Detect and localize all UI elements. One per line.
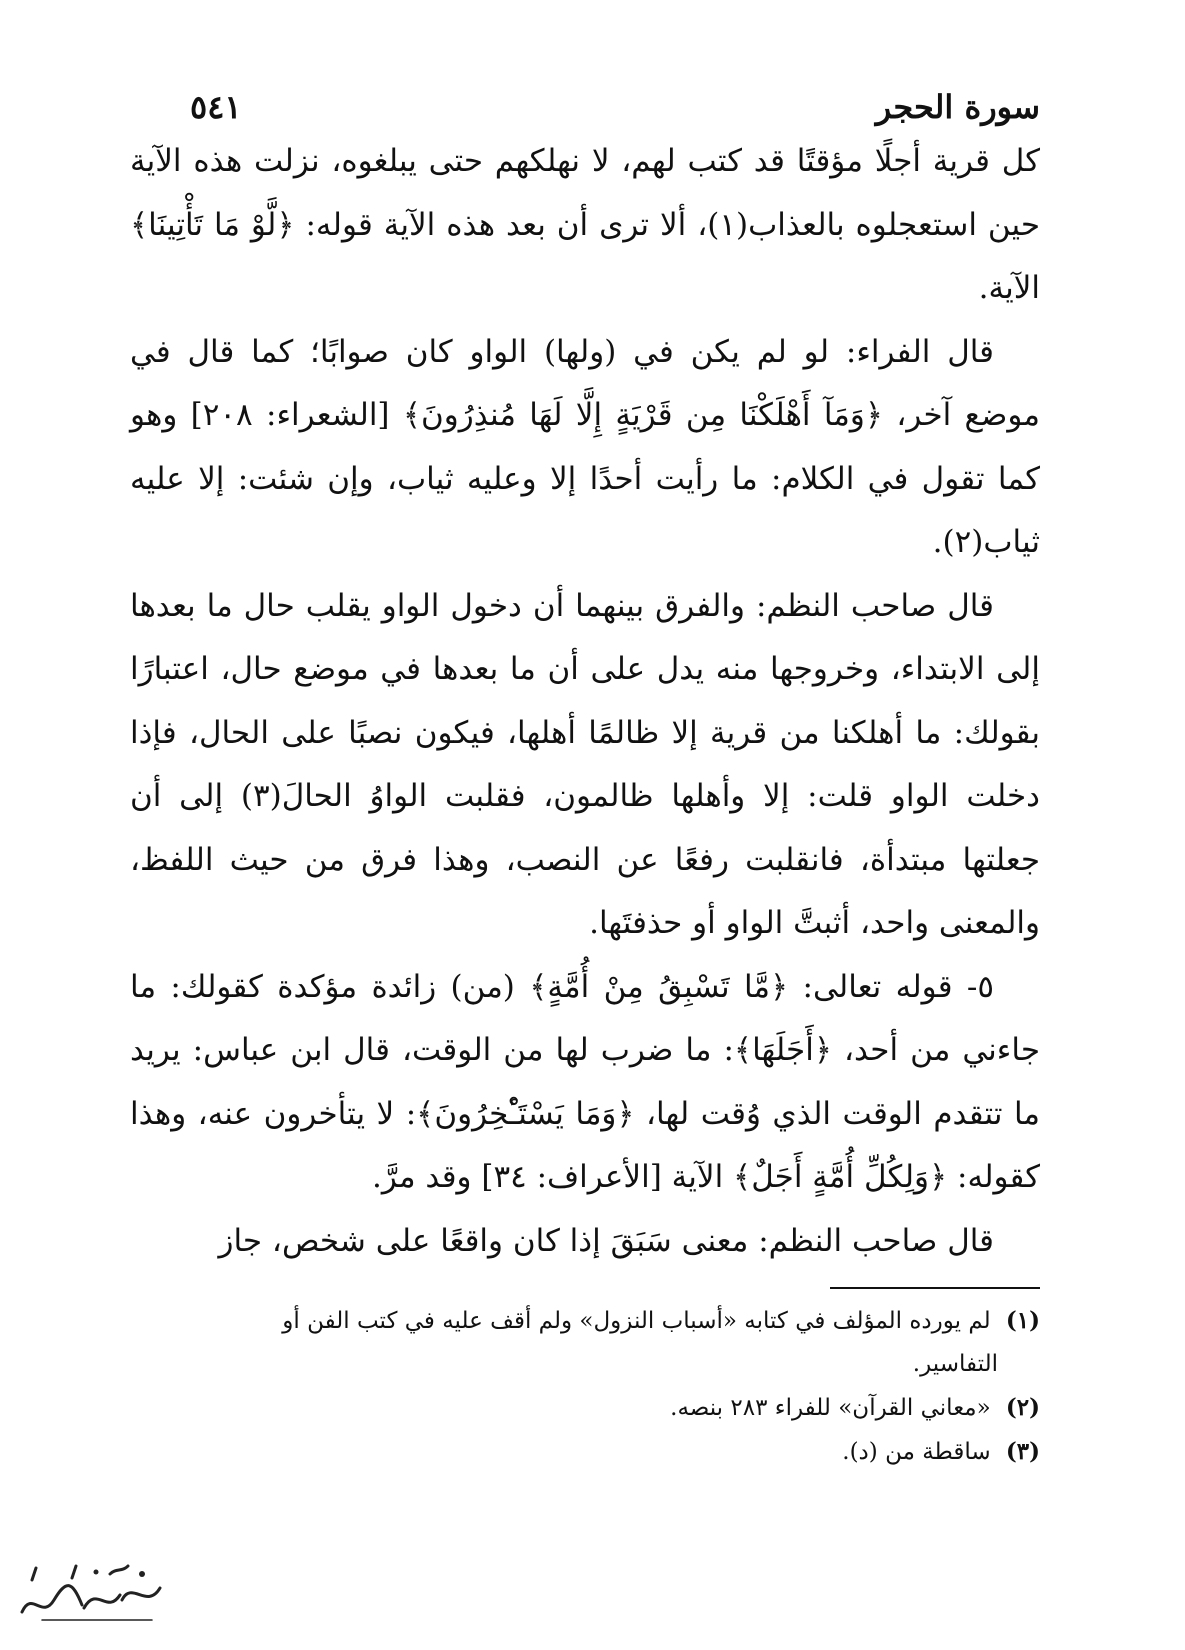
footnote-text: ساقطة من (د). bbox=[842, 1439, 991, 1465]
footnote-separator bbox=[830, 1287, 1040, 1289]
paragraph-3: قال صاحب النظم: والفرق بينهما أن دخول الواو يقلب حال ما بعدها إلى الابتداء، وخروجها منه يدل على أن ما بعدها في موضع حال، اعتبارًا بقولك: ما أهلكنا من قرية إلا ظالمًا أهلها، فيكون نصبًا على الحال، فإذا دخلت الواو قلت: إلا وأهلها ظالمون، فقلبت الواوُ الحالَ(٣) إلى أن جعلتها مبتدأة، فانقلبت رفعًا عن النصب، وهذا فرق من حيث اللفظ، والمعنى واحد، أثبتَّ الواو أو حذفتَها. bbox=[130, 587, 1040, 941]
paragraph-5: قال صاحب النظم: معنى سَبَقَ إذا كان واقعًا على شخص، جاز bbox=[218, 1222, 994, 1259]
footnote-1-continuation: التفاسير. bbox=[912, 1351, 998, 1377]
running-title: سورة الحجر bbox=[875, 88, 1040, 126]
footnote-number: (١) bbox=[1005, 1307, 1040, 1334]
paragraph-1: كل قرية أجلًا مؤقتًا قد كتب لهم، لا نهلكهم حتى يبلغوه، نزلت هذه الآية حين استعجلوه بالعذاب(١)، ألا ترى أن بعد هذه الآية قوله: ﴿لَّوْ مَا تَأْتِينَا﴾ الآية. bbox=[130, 143, 1040, 306]
paragraph-4: ٥- قوله تعالى: ﴿مَّا تَسْبِقُ مِنْ أُمَّةٍ﴾ (من) زائدة مؤكدة كقولك: ما جاءني من أحد، ﴿أَجَلَهَا﴾: ما ضرب لها من الوقت، قال ابن عباس: يريد ما تتقدم الوقت الذي وُقت لها، ﴿وَمَا يَسْتَـْٔخِرُونَ﴾: لا يتأخرون عنه، وهذا كقوله: ﴿وَلِكُلِّ أُمَّةٍ أَجَلٌ﴾ الآية [الأعراف: ٣٤] وقد مرَّ. bbox=[130, 968, 1040, 1195]
footnote-number: (٣) bbox=[1005, 1438, 1040, 1465]
footnote-2 bbox=[130, 1386, 1040, 1430]
almoshaf-logo-icon bbox=[12, 1550, 172, 1630]
footnote-3 bbox=[130, 1430, 1040, 1474]
page-number: ٥٤١ bbox=[190, 88, 242, 126]
footnotes bbox=[130, 1299, 1040, 1474]
footnote-text: لم يورده المؤلف في كتابه «أسباب النزول» ولم أقف عليه في كتب الفن أو bbox=[282, 1308, 991, 1334]
main-text bbox=[130, 130, 1040, 1273]
footnote-number: (٢) bbox=[1005, 1394, 1040, 1421]
page-header bbox=[130, 70, 1040, 130]
footnote-text: «معاني القرآن» للفراء ٢٨٣ بنصه. bbox=[670, 1395, 991, 1421]
paragraph-2: قال الفراء: لو لم يكن في (ولها) الواو كان صوابًا؛ كما قال في موضع آخر، ﴿وَمَآ أَهْلَكْنَا مِن قَرْيَةٍ إِلَّا لَهَا مُنذِرُونَ﴾ [الشعراء: ٢٠٨] وهو كما تقول في الكلام: ما رأيت أحدًا إلا وعليه ثياب، وإن شئت: إلا عليه ثياب(٢). bbox=[130, 333, 1040, 560]
book-page bbox=[130, 70, 1040, 1570]
footnote-1 bbox=[130, 1299, 1040, 1343]
